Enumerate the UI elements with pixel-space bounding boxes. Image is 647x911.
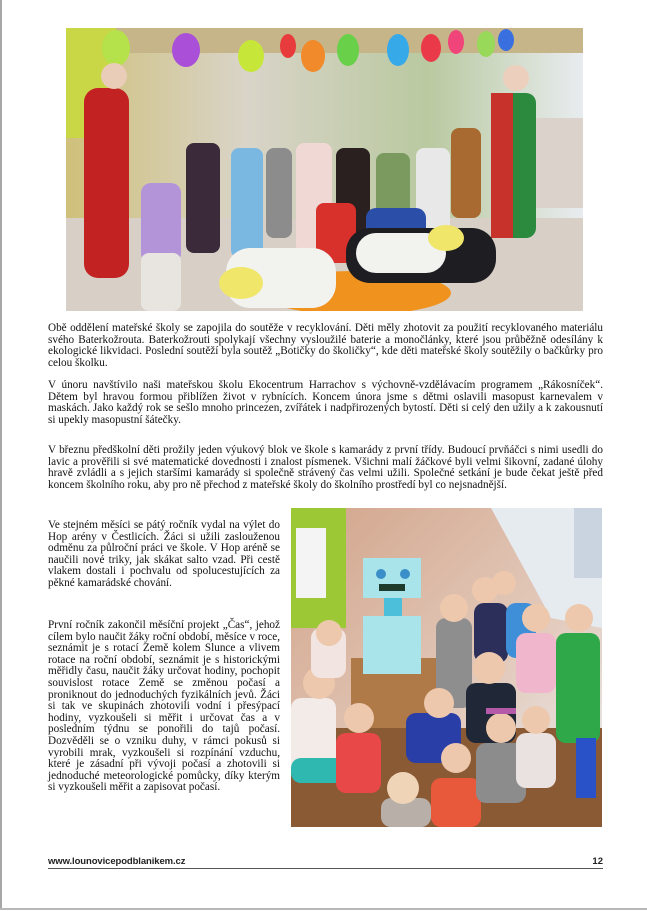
robot-photo-image [291,508,602,827]
carnival-photo-image [66,28,583,311]
paragraph-time-project: První ročník zakončil měsíční projekt „Čas“, jehož cílem bylo naučit žáky roční období, měsíce v roce, seznámit je s rotací Země kolem Slunce a vlivem rotace na roční období, seznámit je s historickými měřidly času, naučit žáky určovat hodiny, pochopit souvislost rotace Země se změnou počasí a proniknout do jednoduchých fyzikálních jevů. Žáci si tak ve skupinách zhotovili vodní i přesýpací hodiny, vyzkoušeli si měřit i určovat čas a v posledním týdnu se ponořili do tajů počasí. Dozvěděli se o vzniku duhy, v rámci pokusů si vyrobili mrak, vyzkoušeli si rozpínání vzduchu, které je zásadní při vývoji počasí a zhotovili si jednoduché meteorologické pomůcky, díky kterým si vyzkoušeli měřit a zapisovat počasí. [48,619,280,794]
footer-website: www.lounovicepodblanikem.cz [48,856,186,867]
page-border-bottom [0,908,647,910]
paragraph-recycling-competition: Obě oddělení mateřské školy se zapojila do soutěže v recyklování. Děti měly zhotovit za použití recyklovaného materiálu svého Baterkožrouta. Baterkožrouti spolykají všechny vysloužilé baterie a monočlánky, které jsou průběžně odesílány k ekologické likvidaci. Poslední soutěží byla soutěž „Botičky do školičky“, kde děti mateřské školy soutěžily o bačkůrky pro celou školku. [48,322,603,369]
paragraph-preschool-lesson: V březnu předškolní děti prožily jeden výukový blok ve škole s kamarády z první třídy. Budoucí prvňáčci s nimi usedli do lavic a prověřili si své matematické dovednosti i znalost písmenek. Všichni malí žáčkové byli velmi šikovní, zadané úlohy hravě zvládli a s jejich staršími kamarády si společně strávený čas velmi užili. Společné setkání je bude čekat ještě před koncem školního roku, aby pro ně přechod z mateřské školy do školního prostředí byl co nejsnadnější. [48,444,603,491]
footer-rule [48,868,603,869]
carnival-group-photo [66,28,583,311]
page-number: 12 [592,856,603,867]
paragraph-ekocentrum-carnival: V únoru navštívilo naši mateřskou školu Ekocentrum Harrachov s výchovně-vzdělávacím programem „Rákosníček“. Dětem byl hravou formou přiblížen život v rybnících. Koncem února jsme s dětmi oslavili masopust karnevalem v maskách. Jako každý rok se sešlo mnoho princezen, zvířátek i nadpřirozených bytostí. Děti si celý den užily a k zakousnutí si upekly masopustní šátečky. [48,379,603,426]
paragraph-hop-arena-trip: Ve stejném měsíci se pátý ročník vydal na výlet do Hop arény v Čestlicích. Žáci si užili zaslouženou odměnu za půlroční práci ve škole. V Hop aréně se naučili nové triky, jak skákat salto vzad. Při cestě vlakem dostali i pochvalu od spolucestujících za pěkné kamarádské chování. [48,519,280,589]
page-border-left [0,0,2,909]
robot-group-photo [291,508,602,827]
page-footer [48,856,603,870]
